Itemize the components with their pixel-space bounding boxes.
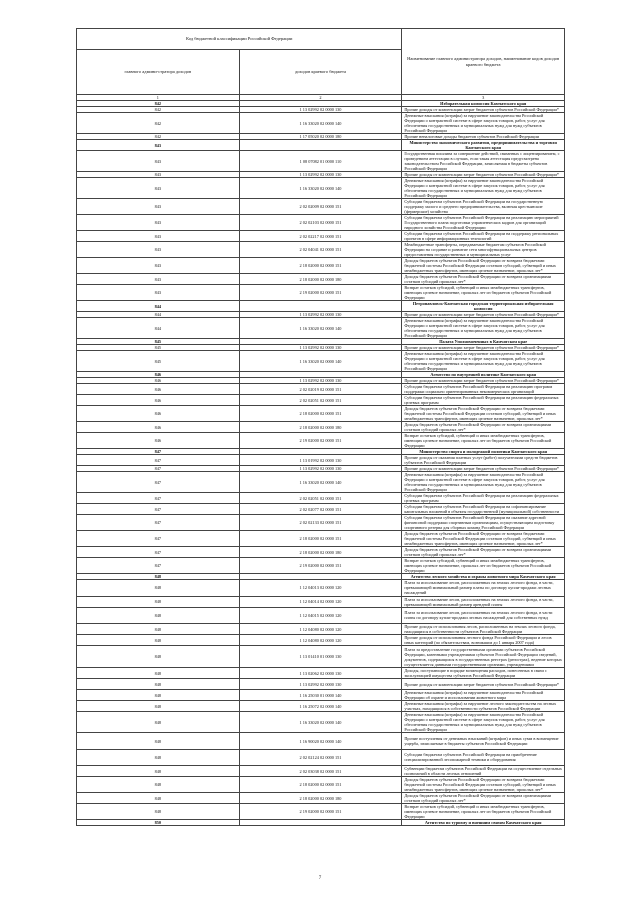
revenue-name-cell: Прочие доходы от оказания платных услуг (работ) получателями средств бюджетов субъектов Российской Федерации — [402, 455, 565, 466]
revenue-code-cell: 2 02 02103 02 0000 151 — [239, 215, 402, 231]
table-row — [77, 285, 565, 301]
section-title-cell: Министерство спорта и молодежной политики Камчатского края — [402, 449, 565, 455]
revenue-name-cell: Субсидии бюджетам субъектов Российской Федерации на поддержку региональных проектов в сфере информационных технологий — [402, 231, 565, 242]
revenue-name-cell: Плата за использование лесов, расположенных на землях лесного фонда, в части, превышающей минимальный размер арендной платы — [402, 596, 565, 607]
admin-code-cell: 845 — [77, 345, 240, 351]
revenue-code-cell: 1 16 33020 02 0000 140 — [239, 178, 402, 199]
section-row — [77, 820, 565, 826]
revenue-name-cell: Прочие неналоговые доходы бюджетов субъектов Российской Федерации — [402, 134, 565, 140]
revenue-name-cell: Прочие доходы от компенсации затрат бюджетов субъектов Российской Федерации* — [402, 345, 565, 351]
admin-code-cell: 848 — [77, 793, 240, 804]
revenue-name-cell: Прочие поступления от денежных взысканий (штрафов) и иных сумм в возмещение ущерба, зачисляемые в бюджеты субъектов Российской Федерации — [402, 733, 565, 749]
revenue-name-cell: Денежные взыскания (штрафы) за нарушение законодательства Российской Федерации о контрактной системе в сфере закупок товаров, работ, услуг для обеспечения государственных и муниципальных нужд для нужд субъектов Российской Федерации — [402, 113, 565, 134]
admin-code-cell: 847 — [77, 531, 240, 547]
revenue-code-cell: 1 13 02992 02 0000 130 — [239, 378, 402, 384]
revenue-name-cell: Субсидии бюджетам субъектов Российской Федерации на приобретение специализированной лесопожарной техники и оборудования — [402, 749, 565, 765]
admin-code-cell: 847 — [77, 449, 240, 455]
revenue-name-cell: Денежные взыскания (штрафы) за нарушение законодательства Российской Федерации о контрактной системе в сфере закупок товаров, работ, услуг для обеспечения государственных и муниципальных нужд для нужд субъектов Российской Федерации — [402, 178, 565, 199]
revenue-code-cell: 2 19 02000 02 0000 151 — [239, 285, 402, 301]
revenue-code-cell: 1 16 25030 01 0000 140 — [239, 690, 402, 701]
revenue-name-cell: Денежные взыскания (штрафы) за нарушение законодательства Российской Федерации о контрактной системе в сфере закупок товаров, работ, услуг для обеспечения государственных и муниципальных нужд для нужд субъектов Российской Федерации — [402, 472, 565, 493]
revenue-code-cell: 2 19 02000 02 0000 151 — [239, 433, 402, 449]
revenue-code-cell: 1 13 01992 02 0000 130 — [239, 455, 402, 466]
section-title-cell: Избирательная комиссия Камчатского края — [402, 101, 565, 107]
admin-code-cell: 842 — [77, 113, 240, 134]
section-row — [77, 301, 565, 312]
header-num-1: 1 — [77, 95, 240, 101]
admin-code-cell: 846 — [77, 406, 240, 422]
admin-code-cell: 847 — [77, 455, 240, 466]
revenue-code-cell: 2 18 02000 02 0000 180 — [239, 274, 402, 285]
revenue-code-cell: 2 18 02000 02 0000 180 — [239, 547, 402, 558]
section-title-cell: Агентство по внутренней политике Камчатского края — [402, 372, 565, 378]
revenue-code-cell: 1 12 04080 02 0000 120 — [239, 635, 402, 646]
admin-code-cell: 847 — [77, 472, 240, 493]
section-title-cell: Палата Уполномоченных в Камчатском крае — [402, 339, 565, 345]
table-row — [77, 515, 565, 531]
table-row — [77, 793, 565, 804]
table-row — [77, 113, 565, 134]
table-row — [77, 178, 565, 199]
admin-code-cell: 848 — [77, 596, 240, 607]
table-row — [77, 690, 565, 701]
admin-code-cell: 843 — [77, 242, 240, 258]
table-row — [77, 199, 565, 215]
revenue-code-cell: 2 02 02124 02 0000 151 — [239, 749, 402, 765]
revenue-code-cell: 2 02 02133 02 0000 151 — [239, 515, 402, 531]
revenue-code-cell: 1 13 02992 02 0000 130 — [239, 679, 402, 690]
table-row — [77, 318, 565, 339]
section-title-cell: Агентство по туризму и внешним связям Камчатского края — [402, 820, 565, 826]
revenue-code-cell: 2 02 02019 02 0000 151 — [239, 384, 402, 395]
revenue-code-cell: 1 13 02992 02 0000 130 — [239, 107, 402, 113]
revenue-name-cell: Доходы бюджетов субъектов Российской Федерации от возврата бюджетами бюджетной системы Российской Федерации остатков субсидий, субвенций и иных межбюджетных трансфертов, имеющих целевое назначение, прошлых лет* — [402, 258, 565, 274]
revenue-code-cell: 1 12 04080 02 0000 120 — [239, 624, 402, 635]
table-row — [77, 215, 565, 231]
revenue-name-cell: Прочие доходы от компенсации затрат бюджетов субъектов Российской Федерации* — [402, 679, 565, 690]
header-num-2: 2 — [239, 95, 402, 101]
revenue-code-cell: 1 13 02992 02 0000 130 — [239, 345, 402, 351]
admin-code-cell: 843 — [77, 199, 240, 215]
revenue-name-cell: Доходы бюджетов субъектов Российской Федерации от возврата организациями остатков субсидий прошлых лет* — [402, 547, 565, 558]
admin-code-cell: 842 — [77, 134, 240, 140]
revenue-name-cell: Денежные взыскания (штрафы) за нарушение законодательства Российской Федерации об охране и использовании животного мира — [402, 690, 565, 701]
revenue-name-cell: Доходы бюджетов субъектов Российской Федерации от возврата бюджетами бюджетной системы Российской Федерации остатков субсидий, субвенций и иных межбюджетных трансфертов, имеющих целевое назначение, прошлых лет* — [402, 406, 565, 422]
admin-code-cell: 847 — [77, 515, 240, 531]
admin-code-cell: 846 — [77, 378, 240, 384]
table-row — [77, 406, 565, 422]
revenue-code-cell: 1 16 33020 02 0000 140 — [239, 351, 402, 372]
revenue-code-cell: 1 16 25072 02 0000 140 — [239, 701, 402, 712]
revenue-code-cell: 2 18 02000 02 0000 151 — [239, 406, 402, 422]
revenue-code-cell: 1 13 02062 02 0000 130 — [239, 668, 402, 679]
admin-code-cell: 848 — [77, 690, 240, 701]
header-admin-code: главного админи-стратора доходов — [77, 50, 240, 95]
admin-code-cell: 845 — [77, 339, 240, 345]
revenue-code-cell: 2 02 02077 02 0000 151 — [239, 504, 402, 515]
revenue-code-cell: 1 16 33020 02 0000 140 — [239, 113, 402, 134]
admin-code-cell: 846 — [77, 395, 240, 406]
admin-code-cell: 843 — [77, 178, 240, 199]
admin-code-cell: 846 — [77, 422, 240, 433]
revenue-code-cell: 2 02 02051 02 0000 151 — [239, 493, 402, 504]
table-row — [77, 274, 565, 285]
admin-code-cell: 842 — [77, 101, 240, 107]
section-title-cell: Петропавловск-Камчатская городская территориальная избирательная комиссия — [402, 301, 565, 312]
revenue-code-cell: 1 16 90020 02 0000 140 — [239, 733, 402, 749]
admin-code-cell: 843 — [77, 285, 240, 301]
revenue-name-cell: Денежные взыскания (штрафы) за нарушение законодательства Российской Федерации о контрактной системе в сфере закупок товаров, работ, услуг для обеспечения государственных и муниципальных нужд для нужд субъектов Российской Федерации — [402, 712, 565, 733]
admin-code-cell: 847 — [77, 558, 240, 574]
revenue-name-cell: Возврат остатков субсидий, субвенций и иных межбюджетных трансфертов, имеющих целевое назначение, прошлых лет из бюджетов субъектов Российской Федерации — [402, 558, 565, 574]
revenue-code-cell: 1 12 04013 02 0000 120 — [239, 580, 402, 596]
revenue-code-cell: 2 18 02000 02 0000 180 — [239, 422, 402, 433]
table-row — [77, 580, 565, 596]
revenue-name-cell: Субсидии бюджетам субъектов Российской Федерации на реализацию мероприятий Государственного плана подготовки управленческих кадров для организаций народного хозяйства Российской Федерации — [402, 215, 565, 231]
table-row — [77, 504, 565, 515]
admin-code-cell: 847 — [77, 504, 240, 515]
admin-code-cell: 843 — [77, 274, 240, 285]
table-body — [77, 101, 565, 826]
revenue-name-cell: Доходы бюджетов субъектов Российской Федерации от возврата бюджетами бюджетной системы Российской Федерации остатков субсидий, субвенций и иных межбюджетных трансфертов, имеющих целевое назначение, прошлых лет* — [402, 531, 565, 547]
admin-code-cell: 843 — [77, 231, 240, 242]
revenue-name-cell: Государственная пошлина за совершение действий, связанных с лицензированием, с проведением аттестации в случаях, если такая аттестация предусмотрена законодательством Российской Федерации, зачисляемая в бюджеты субъектов Российской Федерации — [402, 151, 565, 172]
table-row — [77, 668, 565, 679]
revenue-name-cell: Денежные взыскания (штрафы) за нарушение законодательства Российской Федерации о контрактной системе в сфере закупок товаров, работ, услуг для обеспечения государственных и муниципальных нужд для нужд субъектов Российской Федерации — [402, 318, 565, 339]
revenue-code-cell: 1 12 04014 02 0000 120 — [239, 596, 402, 607]
revenue-code-cell — [239, 820, 402, 826]
table-row — [77, 258, 565, 274]
admin-code-cell: 848 — [77, 646, 240, 668]
revenue-name-cell: Субсидии бюджетам субъектов Российской Федерации на реализацию федеральных целевых программ — [402, 395, 565, 406]
admin-code-cell: 846 — [77, 433, 240, 449]
admin-code-cell: 846 — [77, 372, 240, 378]
table-row — [77, 624, 565, 635]
revenue-name-cell: Прочие доходы от компенсации затрат бюджетов субъектов Российской Федерации* — [402, 378, 565, 384]
admin-code-cell: 843 — [77, 140, 240, 151]
admin-code-cell: 848 — [77, 766, 240, 777]
admin-code-cell: 848 — [77, 749, 240, 765]
revenue-name-cell: Прочие доходы от компенсации затрат бюджетов субъектов Российской Федерации* — [402, 172, 565, 178]
revenue-name-cell: Субсидии бюджетам субъектов Российской Федерации на софинансирование капитальных вложений в объекты государственной (муниципальной) собственности — [402, 504, 565, 515]
table-row — [77, 733, 565, 749]
admin-code-cell: 846 — [77, 384, 240, 395]
table-row — [77, 433, 565, 449]
table-row — [77, 777, 565, 793]
admin-code-cell: 845 — [77, 351, 240, 372]
table-row — [77, 531, 565, 547]
revenue-name-cell: Субсидии бюджетам субъектов Российской Федерации на государственную поддержку малого и среднего предпринимательства, включая крестьянские (фермерские) хозяйства — [402, 199, 565, 215]
table-row — [77, 749, 565, 765]
table-row — [77, 635, 565, 646]
revenue-code-cell: 2 18 02000 02 0000 180 — [239, 793, 402, 804]
table-row — [77, 701, 565, 712]
table-row — [77, 422, 565, 433]
admin-code-cell: 848 — [77, 712, 240, 733]
header-name-column: Наименование главного администратора доходов, наименование кодов доходов краевого бюджета — [402, 29, 565, 95]
revenue-code-cell: 2 18 02000 02 0000 151 — [239, 531, 402, 547]
admin-code-cell: 848 — [77, 679, 240, 690]
revenue-code-cell — [239, 301, 402, 312]
admin-code-cell: 843 — [77, 151, 240, 172]
admin-code-cell: 844 — [77, 318, 240, 339]
table-row — [77, 679, 565, 690]
table-row — [77, 607, 565, 623]
admin-code-cell: 843 — [77, 215, 240, 231]
table-row — [77, 493, 565, 504]
revenue-name-cell: Денежные взыскания (штрафы) за нарушение законодательства Российской Федерации о контрактной системе в сфере закупок товаров, работ, услуг для обеспечения государственных и муниципальных нужд для нужд субъектов Российской Федерации — [402, 351, 565, 372]
revenue-name-cell: Денежные взыскания (штрафы) за нарушение лесного законодательства на лесных участках, находящихся в собственности субъектов Российской Федерации — [402, 701, 565, 712]
revenue-codes-table — [76, 28, 565, 826]
revenue-name-cell: Доходы бюджетов субъектов Российской Федерации от возврата организациями остатков субсидий прошлых лет* — [402, 274, 565, 285]
admin-code-cell: 842 — [77, 107, 240, 113]
table-row — [77, 472, 565, 493]
revenue-name-cell: Доходы бюджетов субъектов Российской Федерации от возврата организациями остатков субсидий прошлых лет* — [402, 422, 565, 433]
revenue-name-cell: Межбюджетные трансферты, передаваемые бюджетам субъектов Российской Федерации на создание и развитие сети многофункциональных центров предоставления государственных и муниципальных услуг — [402, 242, 565, 258]
revenue-name-cell: Прочие доходы от компенсации затрат бюджетов субъектов Российской Федерации* — [402, 312, 565, 318]
revenue-name-cell: Прочие доходы от компенсации затрат бюджетов субъектов Российской Федерации* — [402, 107, 565, 113]
revenue-code-cell: 2 02 02217 02 0000 151 — [239, 231, 402, 242]
revenue-code-cell: 2 18 02000 02 0000 151 — [239, 258, 402, 274]
revenue-code-cell: 1 13 02992 02 0000 130 — [239, 466, 402, 472]
revenue-name-cell: Плата за предоставление государственными органами субъектов Российской Федерации, казенными учреждениями субъектов Российской Федерации сведений, документов, содержащихся в государственных реестрах (регистрах), ведение которых осуществляется данными государственными органами, учреждениями — [402, 646, 565, 668]
revenue-name-cell: Возврат остатков субсидий, субвенций и иных межбюджетных трансфертов, имеющих целевое назначение, прошлых лет из бюджетов субъектов Российской Федерации — [402, 804, 565, 820]
admin-code-cell: 843 — [77, 258, 240, 274]
admin-code-cell: 848 — [77, 607, 240, 623]
revenue-code-cell: 2 02 03038 02 0000 151 — [239, 766, 402, 777]
revenue-code-cell: 1 16 33020 02 0000 140 — [239, 318, 402, 339]
table-row — [77, 242, 565, 258]
admin-code-cell: 847 — [77, 466, 240, 472]
revenue-code-cell: 1 13 02992 02 0000 130 — [239, 312, 402, 318]
table-row — [77, 384, 565, 395]
revenue-code-cell: 1 16 33020 02 0000 140 — [239, 472, 402, 493]
revenue-name-cell: Возврат остатков субсидий, субвенций и иных межбюджетных трансфертов, имеющих целевое назначение, прошлых лет из бюджетов субъектов Российской Федерации — [402, 433, 565, 449]
table-row — [77, 804, 565, 820]
revenue-name-cell: Субсидии бюджетам субъектов Российской Федерации на оказание адресной финансовой поддержки спортивным организациям, осуществляющим подготовку спортивного резерва для сборных команд Российской Федерации — [402, 515, 565, 531]
page-number: 7 — [318, 876, 322, 881]
revenue-code-cell: 2 19 02000 02 0000 151 — [239, 558, 402, 574]
document-page — [76, 28, 565, 826]
revenue-name-cell: Плата за использование лесов, расположенных на землях лесного фонда, в части платы по договору купли-продажи лесных насаждений для собственных нужд — [402, 607, 565, 623]
revenue-code-cell: 1 13 02992 02 0000 130 — [239, 172, 402, 178]
revenue-code-cell: 1 17 05020 02 0000 180 — [239, 134, 402, 140]
admin-code-cell: 848 — [77, 804, 240, 820]
admin-code-cell: 844 — [77, 301, 240, 312]
revenue-name-cell: Прочие доходы от использования лесного фонда Российской Федерации и лесов иных категорий (по обязательствам, возникшим до 1 января 2007 года) — [402, 635, 565, 646]
table-row — [77, 231, 565, 242]
admin-code-cell: 848 — [77, 580, 240, 596]
table-row — [77, 395, 565, 406]
revenue-code-cell: 1 08 07082 01 0000 110 — [239, 151, 402, 172]
admin-code-cell: 850 — [77, 820, 240, 826]
revenue-name-cell: Доходы, поступающие в порядке возмещения расходов, понесенных в связи с эксплуатацией имущества субъектов Российской Федерации — [402, 668, 565, 679]
table-row — [77, 558, 565, 574]
table-row — [77, 151, 565, 172]
revenue-code-cell: 1 16 33020 02 0000 140 — [239, 712, 402, 733]
section-row — [77, 140, 565, 151]
revenue-code-cell: 2 02 02009 02 0000 151 — [239, 199, 402, 215]
table-row — [77, 455, 565, 466]
revenue-code-cell: 2 02 02051 02 0000 151 — [239, 395, 402, 406]
revenue-code-cell: 2 19 02000 02 0000 151 — [239, 804, 402, 820]
admin-code-cell: 844 — [77, 312, 240, 318]
table-row — [77, 547, 565, 558]
header-group: Код бюджетной классификации Российской Федерации — [77, 29, 402, 50]
revenue-code-cell — [239, 140, 402, 151]
revenue-name-cell: Субсидии бюджетам субъектов Российской Федерации на реализацию федеральных целевых программ — [402, 493, 565, 504]
revenue-code-cell: 1 12 04015 02 0000 120 — [239, 607, 402, 623]
table-row — [77, 646, 565, 668]
table-row — [77, 351, 565, 372]
admin-code-cell: 848 — [77, 574, 240, 580]
admin-code-cell: 848 — [77, 668, 240, 679]
admin-code-cell: 848 — [77, 777, 240, 793]
table-row — [77, 596, 565, 607]
admin-code-cell: 843 — [77, 172, 240, 178]
section-title-cell: Агентство лесного хозяйства и охраны животного мира Камчатского края — [402, 574, 565, 580]
table-row — [77, 766, 565, 777]
admin-code-cell: 847 — [77, 547, 240, 558]
admin-code-cell: 848 — [77, 701, 240, 712]
admin-code-cell: 848 — [77, 635, 240, 646]
header-num-3: 3 — [402, 95, 565, 101]
section-title-cell: Министерство экономического развития, предпринимательства и торговли Камчатского края — [402, 140, 565, 151]
revenue-name-cell: Доходы бюджетов субъектов Российской Федерации от возврата организациями остатков субсидий прошлых лет* — [402, 793, 565, 804]
header-revenue-code: доходов краевого бюджета — [239, 50, 402, 95]
admin-code-cell: 848 — [77, 733, 240, 749]
revenue-code-cell: 2 18 02000 02 0000 151 — [239, 777, 402, 793]
revenue-name-cell: Субсидии бюджетам субъектов Российской Федерации на реализацию программ поддержки социально ориентированных некоммерческих организаций — [402, 384, 565, 395]
revenue-code-cell: 2 02 04041 02 0000 151 — [239, 242, 402, 258]
revenue-name-cell: Прочие доходы от использования лесов, расположенных на землях лесного фонда, находящихся в собственности субъектов Российской Федерации — [402, 624, 565, 635]
revenue-name-cell: Возврат остатков субсидий, субвенций и иных межбюджетных трансфертов, имеющих целевое назначение, прошлых лет из бюджетов субъектов Российской Федерации — [402, 285, 565, 301]
revenue-name-cell: Плата за использование лесов, расположенных на землях лесного фонда, в части, превышающей минимальный размер платы по договору купли-продажи лесных насаждений — [402, 580, 565, 596]
revenue-name-cell: Прочие доходы от компенсации затрат бюджетов субъектов Российской Федерации* — [402, 466, 565, 472]
admin-code-cell: 847 — [77, 493, 240, 504]
revenue-code-cell: 1 13 01410 01 0000 130 — [239, 646, 402, 668]
revenue-name-cell: Субвенции бюджетам субъектов Российской Федерации на осуществление отдельных полномочий в области лесных отношений — [402, 766, 565, 777]
revenue-name-cell: Доходы бюджетов субъектов Российской Федерации от возврата бюджетами бюджетной системы Российской Федерации остатков субсидий, субвенций и иных межбюджетных трансфертов, имеющих целевое назначение, прошлых лет* — [402, 777, 565, 793]
table-row — [77, 712, 565, 733]
admin-code-cell: 848 — [77, 624, 240, 635]
